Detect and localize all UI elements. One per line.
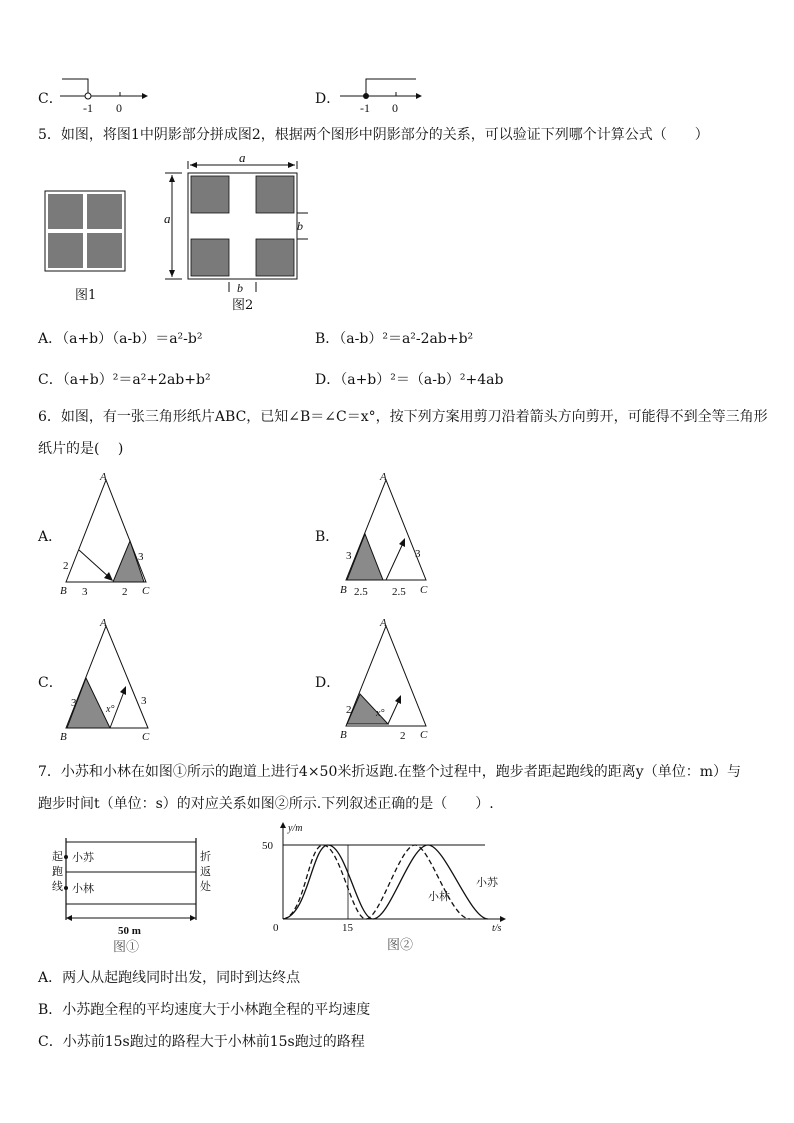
- d-tick-neg: -1: [360, 101, 370, 115]
- q7-stem-line1: 7．小苏和小林在如图①所示的跑道上进行4×50米折返跑.在整个过程中，跑步者距起跑线的距离y（单位：m）与: [38, 764, 741, 780]
- svg-text:2.5: 2.5: [354, 586, 368, 598]
- d-tick-zero: 0: [392, 101, 398, 115]
- q7-option-b: B．小苏跑全程的平均速度大于小林跑全程的平均速度: [38, 1002, 371, 1018]
- svg-text:3: 3: [138, 551, 144, 563]
- svg-text:C: C: [420, 584, 428, 596]
- svg-text:小林: 小林: [72, 882, 94, 895]
- svg-text:A: A: [380, 471, 387, 483]
- q5-option-d: D．（a+b）²＝（a-b）²+4ab: [315, 372, 504, 388]
- turn-char3: 处: [200, 880, 211, 893]
- svg-text:t/s: t/s: [492, 923, 502, 934]
- svg-text:50: 50: [262, 840, 273, 852]
- start-line-char2: 跑: [52, 865, 63, 878]
- label-a-top: a: [239, 150, 246, 165]
- q6-figure-d: [338, 614, 448, 744]
- svg-text:50 m: 50 m: [118, 925, 141, 937]
- svg-text:3: 3: [71, 697, 77, 709]
- svg-text:B: B: [340, 729, 347, 741]
- q6-option-d-label: D．: [315, 675, 341, 691]
- svg-text:3: 3: [141, 695, 147, 707]
- turn-char2: 返: [200, 865, 211, 878]
- svg-text:3: 3: [415, 548, 421, 560]
- q5-figure-2: [160, 150, 310, 315]
- q6-figure-a: [58, 468, 168, 598]
- svg-text:3: 3: [346, 550, 352, 562]
- q5-option-a: A．（a+b）（a-b）＝a²-b²: [38, 331, 203, 347]
- q6-stem-line2: 纸片的是( ): [38, 441, 124, 457]
- q6-option-a-label: A．: [38, 529, 63, 545]
- q6-figure-c: [58, 614, 168, 744]
- svg-text:B: B: [60, 731, 67, 743]
- svg-text:C: C: [142, 585, 150, 597]
- svg-text:2: 2: [122, 586, 128, 598]
- svg-text:B: B: [60, 585, 67, 597]
- svg-text:小苏: 小苏: [476, 876, 498, 889]
- q7-figure-1-track: [50, 832, 240, 952]
- q5-fig1-caption: 图1: [75, 288, 97, 303]
- q5-stem: 5．如图，将图1中阴影部分拼成图2，根据两个图形中阴影部分的关系，可以验证下列哪个计算公式（ ）: [38, 127, 709, 143]
- q6-option-b-label: B．: [315, 529, 340, 545]
- q4-number-line-c: [58, 74, 148, 114]
- q7-option-c: C．小苏前15s跑过的路程大于小林前15s跑过的路程: [38, 1034, 365, 1050]
- svg-text:B: B: [340, 584, 347, 596]
- svg-text:y/m: y/m: [288, 823, 303, 834]
- c-tick-neg: -1: [83, 101, 93, 115]
- svg-text:2: 2: [400, 730, 406, 742]
- svg-text:0: 0: [273, 922, 279, 934]
- svg-text:A: A: [380, 617, 387, 629]
- svg-text:小苏: 小苏: [72, 851, 94, 864]
- svg-text:2.5: 2.5: [392, 586, 406, 598]
- q5-fig2-caption: 图2: [232, 298, 254, 313]
- q7-option-a: A．两人从起跑线同时出发，同时到达终点: [38, 970, 301, 986]
- svg-text:A: A: [100, 617, 107, 629]
- svg-text:3: 3: [82, 586, 88, 598]
- svg-text:小林: 小林: [428, 890, 450, 903]
- svg-text:C: C: [142, 731, 150, 743]
- svg-text:2: 2: [346, 704, 352, 716]
- turn-char1: 折: [200, 850, 211, 863]
- svg-text:x°: x°: [376, 708, 385, 719]
- q5-option-c: C．（a+b）²＝a²+2ab+b²: [38, 372, 211, 388]
- q5-figure-1: [44, 190, 128, 274]
- label-a-left: a: [164, 211, 171, 226]
- label-b-bottom: b: [237, 281, 243, 295]
- svg-text:C: C: [420, 729, 428, 741]
- q4-number-line-d: [338, 74, 423, 114]
- q4-option-c-label: C．: [38, 91, 63, 107]
- svg-text:15: 15: [342, 922, 353, 934]
- q6-option-c-label: C．: [38, 675, 63, 691]
- svg-text:A: A: [100, 471, 107, 483]
- q4-option-d-label: D．: [315, 91, 341, 107]
- q7-stem-line2: 跑步时间t（单位：s）的对应关系如图②所示.下列叙述正确的是（ ）.: [38, 796, 494, 812]
- start-line-char1: 起: [52, 850, 63, 863]
- q5-option-b: B．（a-b）²＝a²-2ab+b²: [315, 331, 474, 347]
- svg-text:x°: x°: [106, 704, 115, 715]
- q7-fig1-caption: 图①: [113, 940, 140, 955]
- q6-stem-line1: 6．如图，有一张三角形纸片ABC，已知∠B＝∠C＝x°，按下列方案用剪刀沿着箭头方向剪开，可能得不到全等三角形: [38, 409, 768, 425]
- c-tick-zero: 0: [116, 101, 122, 115]
- q6-figure-b: [338, 468, 448, 598]
- start-line-char3: 线: [52, 880, 63, 893]
- label-b-right: b: [297, 219, 303, 233]
- svg-text:2: 2: [63, 560, 69, 572]
- q7-fig2-caption: 图②: [387, 938, 414, 953]
- q7-figure-2-graph: [262, 820, 510, 940]
